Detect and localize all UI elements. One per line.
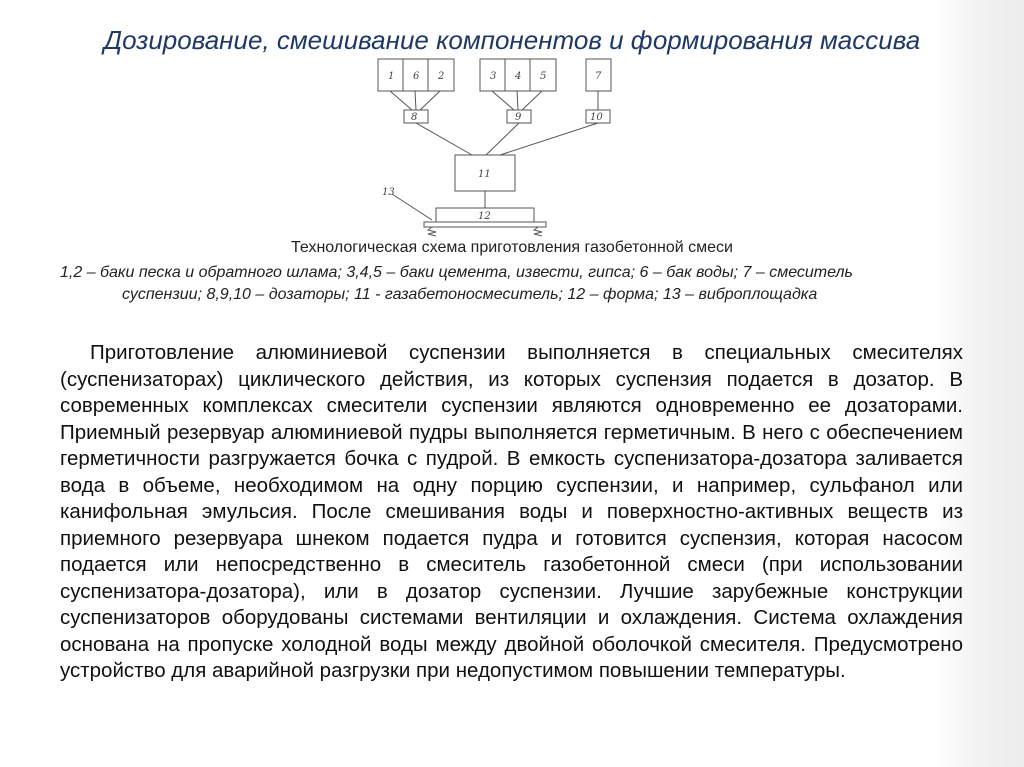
spring-right xyxy=(534,227,542,236)
doser-8-label: 8 xyxy=(411,112,418,123)
tank-6-label: 6 xyxy=(413,71,420,82)
tank-4-label: 4 xyxy=(515,71,522,82)
tank-7-label: 7 xyxy=(595,71,602,82)
figure-caption-title: Технологическая схема приготовления газобетонной смеси xyxy=(291,239,733,256)
tank-2-label: 2 xyxy=(438,71,445,82)
mold-12-label: 12 xyxy=(478,211,491,222)
figure-legend-line-2: суспензии; 8,9,10 – дозаторы; 11 - газабетоносмеситель; 12 – форма; 13 – виброплощадка xyxy=(122,286,818,303)
process-diagram-svg xyxy=(360,52,630,238)
process-diagram xyxy=(360,52,630,238)
slide-title: Дозирование, смешивание компонентов и формирования массива xyxy=(103,25,921,55)
tank-3-label: 3 xyxy=(490,71,497,82)
doser-10-label: 10 xyxy=(590,112,603,123)
tank-group-middle xyxy=(480,59,556,91)
vibration-platform xyxy=(424,222,546,227)
figure-legend xyxy=(60,262,970,306)
doser-9-label: 9 xyxy=(515,112,522,123)
body-paragraph: Приготовление алюминиевой суспензии выполняется в специальных смесителях (суспенизаторах) циклического действия, из которых суспензия подается в дозатор. В современных комплексах смесители суспензии являются одновременно ее дозаторами. Приемный резервуар алюминиевой пудры выполняется герметичным. В него с обеспечением герметичности разгружается бочка с пудрой. В емкость суспенизатора-дозатора заливается вода в объеме, необходимом на одну порцию суспензии, и например, сульфанол или канифольная эмульсия. После смешивания воды и поверхностно-активных веществ из приемного резервуара шнеком подается пудра и готовится суспензия, которая насосом подается или непосредственно в смеситель газобетонной смеси (при использовании суспенизатора-дозатора), или в дозатор суспензии. Лучшие зарубежные конструкции суспенизаторов оборудованы системами вентиляции и охлаждения. Система охлаждения основана на пропуске холодной воды между двойной оболочкой смесителя. Предусмотрено устройство для аварийной разгрузки при недопустимом повышении температуры. xyxy=(60,341,963,682)
platform-13-label: 13 xyxy=(382,187,395,198)
tank-group-right xyxy=(586,59,611,91)
mixer-11-label: 11 xyxy=(478,169,491,180)
tank-5-label: 5 xyxy=(540,71,547,82)
figure-legend-line-1: 1,2 – баки песка и обратного шлама; 3,4,5 – баки цемента, извести, гипса; 6 – бак воды; 7 – смеситель xyxy=(60,264,853,281)
tank-1-label: 1 xyxy=(388,71,395,82)
spring-left xyxy=(428,227,436,236)
tank-group-left xyxy=(378,59,454,91)
